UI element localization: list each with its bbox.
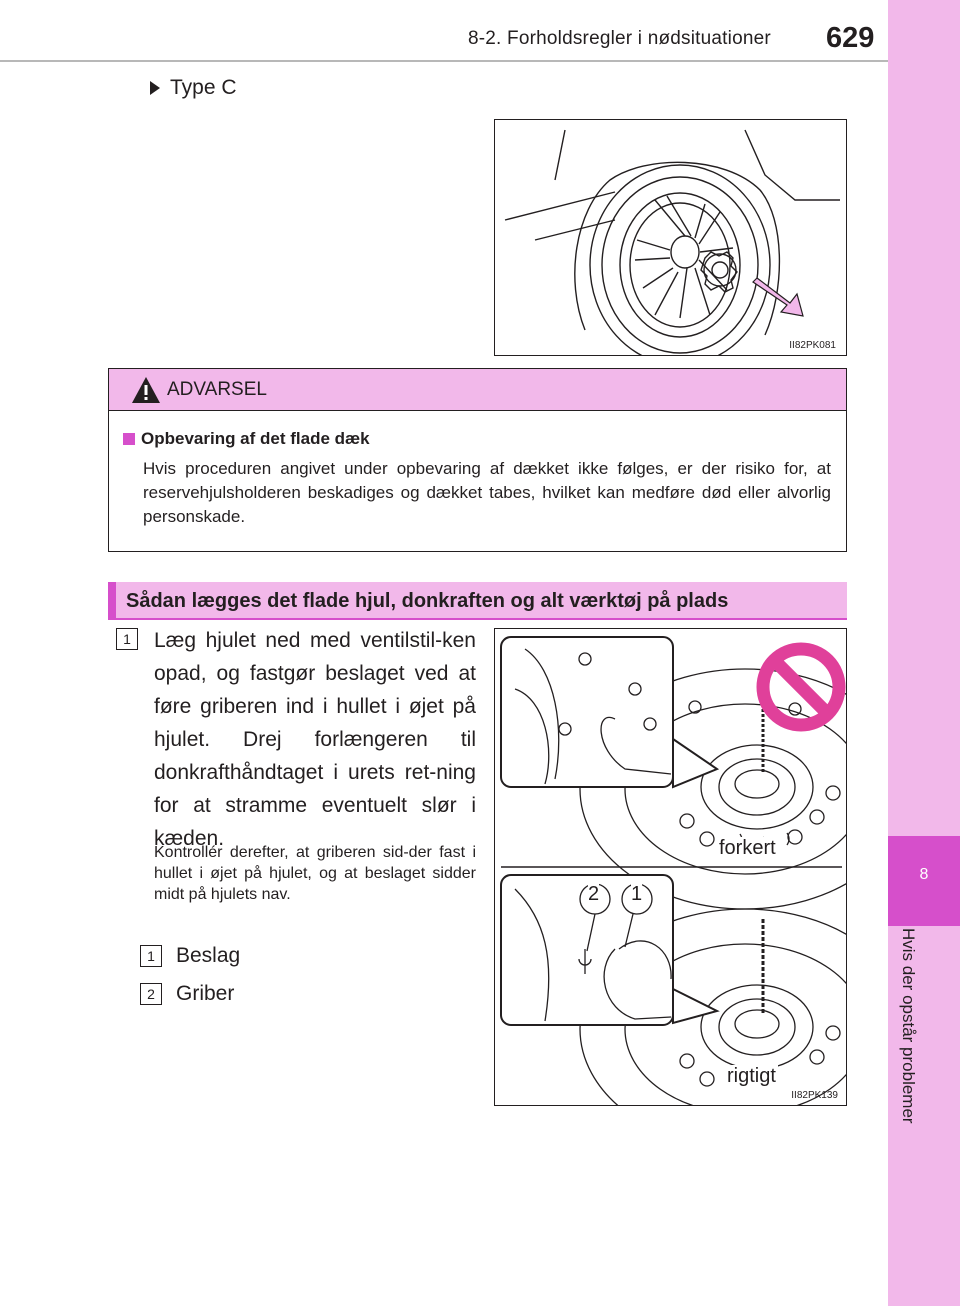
part-item-beslag: [140, 944, 240, 968]
callout-1-label: 1: [631, 883, 643, 905]
square-bullet-icon: [123, 433, 135, 445]
step-text: Læg hjulet ned med ventilstil-ken opad, og fastgør beslaget ved at føre griberen ind i hullet i øjet på hjulet. Drej forlængeren til donkrafthåndtaget i urets ret-ning for at stramme eventuelt slør i kæden.: [154, 629, 476, 850]
triangle-bullet-icon: [150, 81, 160, 95]
warning-subtitle-text: Opbevaring af det flade dæk: [141, 429, 370, 448]
section-heading-text: Sådan lægges det flade hjul, donkraften og alt værktøj på plads: [126, 590, 729, 612]
chapter-title: Hvis der opstår problemer: [899, 928, 918, 1124]
part-number: 2: [140, 983, 162, 1005]
figure-code: II82PK081: [789, 340, 836, 351]
page-number: 629: [826, 22, 875, 54]
warning-header: [109, 369, 846, 411]
section-heading-bar: [108, 582, 116, 620]
mounting-illustration: [495, 629, 847, 1106]
warning-triangle-icon: [131, 375, 161, 405]
label-wrong: forkert: [719, 837, 776, 859]
warning-subtitle: [123, 429, 370, 449]
spare-wheel-illustration: [495, 120, 847, 356]
step-note: Kontrollér derefter, at griberen sid-der fast i hullet i øjet på hjulet, og at beslaget sidder midt på hjulets nav.: [154, 844, 476, 903]
type-label: [150, 76, 237, 100]
part-item-griber: [140, 982, 234, 1006]
chapter-number: 8: [919, 866, 929, 883]
mounting-figure: [494, 628, 847, 1106]
section-title: 8-2. Forholdsregler i nødsituationer: [468, 28, 771, 49]
warning-box: [108, 368, 847, 552]
type-label-text: Type C: [170, 76, 237, 99]
spare-wheel-figure: [494, 119, 847, 356]
warning-title: ADVARSEL: [167, 379, 267, 400]
figure-code: II82PK139: [791, 1090, 838, 1101]
section-heading: [108, 582, 847, 620]
warning-body: Hvis proceduren angivet under opbevaring af dækket ikke følges, er der risiko for, at reservehjulsholderen beskadiges og dækket tabes, hvilket kan medføre død eller alvorlig personskade.: [143, 459, 831, 526]
label-right: rigtigt: [727, 1065, 776, 1087]
part-label: Griber: [176, 982, 235, 1005]
step-number: 1: [116, 628, 138, 650]
part-label: Beslag: [176, 944, 241, 967]
callout-2-label: 2: [588, 883, 600, 905]
header-divider: [0, 60, 888, 62]
part-number: 1: [140, 945, 162, 967]
